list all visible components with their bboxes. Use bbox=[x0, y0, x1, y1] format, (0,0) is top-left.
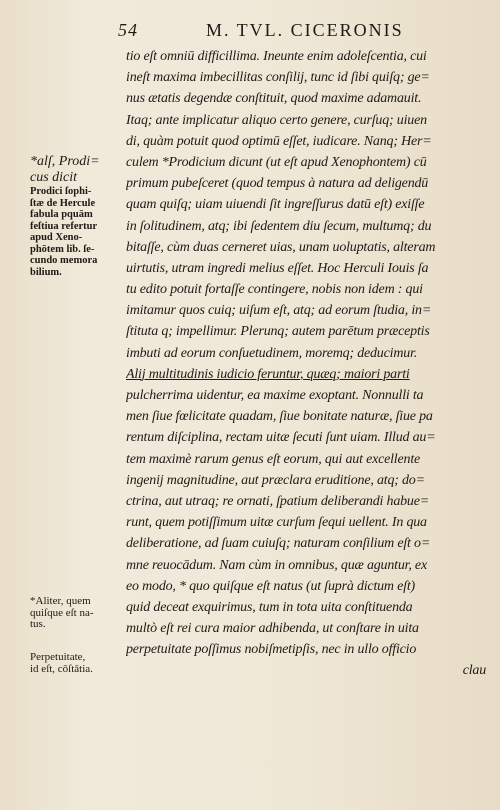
margin-note-line: tus. bbox=[30, 618, 46, 630]
text-line: pulcherrima uidentur, ea maxime exoptant. Nonnulli ta bbox=[126, 388, 424, 403]
margin-note-line: feſtiua refertur bbox=[30, 220, 98, 232]
margin-note-line: cundo memora bbox=[30, 255, 98, 266]
text-line: di, quàm potuit quod optimū eſſet, iudicare. Nanq; Her= bbox=[126, 133, 432, 149]
text-line: rentum diſciplina, rectam uitæ ſecuti ſunt uiam. Illud au= bbox=[126, 430, 436, 446]
margin-note-line: ſtæ de Hercule bbox=[30, 197, 96, 209]
text-line: mne reuocādum. Nam cùm in omnibus, quæ aguntur, ex bbox=[126, 557, 427, 573]
text-line: uirtutis, utram ingredi melius eſſet. Hoc Herculi Iouis ſa bbox=[126, 260, 429, 276]
text-line: men ſiue fœlicitate quadam, ſiue bonitate naturæ, ſiue pa bbox=[126, 409, 433, 425]
text-line: tu edito potuit fortaſſe contingere, nobis non idem : qui bbox=[126, 282, 423, 298]
margin-note-line: quiſque eſt na- bbox=[30, 606, 94, 619]
text-line: ingenij magnitudine, aut præclara eruditione, atq; do= bbox=[126, 472, 425, 488]
margin-note-line: phōtem lib. ſe- bbox=[30, 243, 95, 255]
text-line: bitaſſe, cùm duas cerneret uias, unam uoluptatis, alteram bbox=[126, 239, 436, 255]
text-line: imitamur quos cuiq; uiſum eſt, atq; ad eorum ſtudia, in= bbox=[126, 303, 432, 319]
text-line: quid deceat exquirimus, tum in tota uita conſtituenda bbox=[126, 599, 413, 615]
text-line: in ſolitudinem, atq; ibi ſedentem diu ſecum, multumq; du bbox=[126, 218, 432, 234]
running-head: M. TVL. CICERONIS bbox=[206, 20, 404, 40]
margin-note-perpetuitate bbox=[30, 652, 122, 675]
main-text-block bbox=[126, 46, 492, 682]
margin-note-line: Perpetuitate, bbox=[30, 651, 86, 663]
margin-note-aliter bbox=[30, 596, 122, 631]
text-line: ineſt maxima imbecillitas conſilij, tunc id ſibi quiſq; ge= bbox=[126, 70, 430, 86]
text-line: ctrina, aut utraq; re ornati, ſpatium deliberandi habue= bbox=[126, 493, 429, 509]
text-line: nus ætatis degendæ conſtituit, quod maxime adamauit. bbox=[126, 91, 422, 107]
text-line: multò eſt rei cura maior adhibenda, ut conſtare in uita bbox=[126, 621, 419, 637]
text-line: primum pubeſceret (quod tempus à natura ad deligendū bbox=[126, 176, 429, 192]
text-line: ſtituta q; impellimur. Plerunq; autem parētum præceptis bbox=[126, 324, 430, 340]
text-line-underlined: Alij multitudinis iudicio feruntur, quæq; maiori parti bbox=[126, 366, 410, 382]
text-line: imbuti ad eorum conſuetudinem, moremq; deducimur. bbox=[126, 345, 418, 361]
margin-note-line: *alſ, Prodi= bbox=[30, 154, 100, 169]
margin-note-line: id eſt, cōſtātia. bbox=[30, 662, 93, 675]
text-line: eo modo, * quo quiſque eſt natus (ut ſuprà dictum eſt) bbox=[126, 578, 415, 594]
text-line: tem maximè rarum genus eſt eorum, qui aut excellente bbox=[126, 451, 421, 467]
text-line: deliberatione, ad ſuam cuiuſq; naturam conſilium eſt o= bbox=[126, 536, 431, 552]
text-line: quam quiſq; uiam uiuendi ſit ingreſſurus datū eſt) exiſſe bbox=[126, 197, 425, 213]
text-line: runt, quem potiſſimum uitæ curſum ſequi uellent. In qua bbox=[126, 515, 427, 531]
margin-note-fabula bbox=[30, 186, 122, 278]
margin-note-line: fabula pquām bbox=[30, 209, 93, 220]
text-line: tio eſt omniū difficillima. Ineunte enim adoleſcentia, cui bbox=[126, 49, 427, 64]
page-header bbox=[118, 20, 498, 42]
margin-note-line: Prodici ſophi- bbox=[30, 186, 92, 197]
page-number: 54 bbox=[118, 20, 138, 40]
catchword: clau bbox=[462, 663, 486, 679]
margin-note-line: apud Xeno- bbox=[30, 232, 83, 243]
text-line: perpetuitate poſſimus nobiſmetipſis, nec in ullo officio bbox=[126, 642, 417, 658]
margin-note-line: *Aliter, quem bbox=[30, 595, 91, 607]
margin-note-line: bilium. bbox=[30, 266, 62, 278]
text-line: culem *Prodicium dicunt (ut eſt apud Xenophontem) cū bbox=[126, 154, 427, 170]
margin-note-line: cus dicit bbox=[30, 170, 78, 185]
text-line: Itaq; ante implicatur aliquo certo genere, curſuq; uiuen bbox=[126, 112, 427, 128]
margin-note-prodici bbox=[30, 154, 122, 186]
